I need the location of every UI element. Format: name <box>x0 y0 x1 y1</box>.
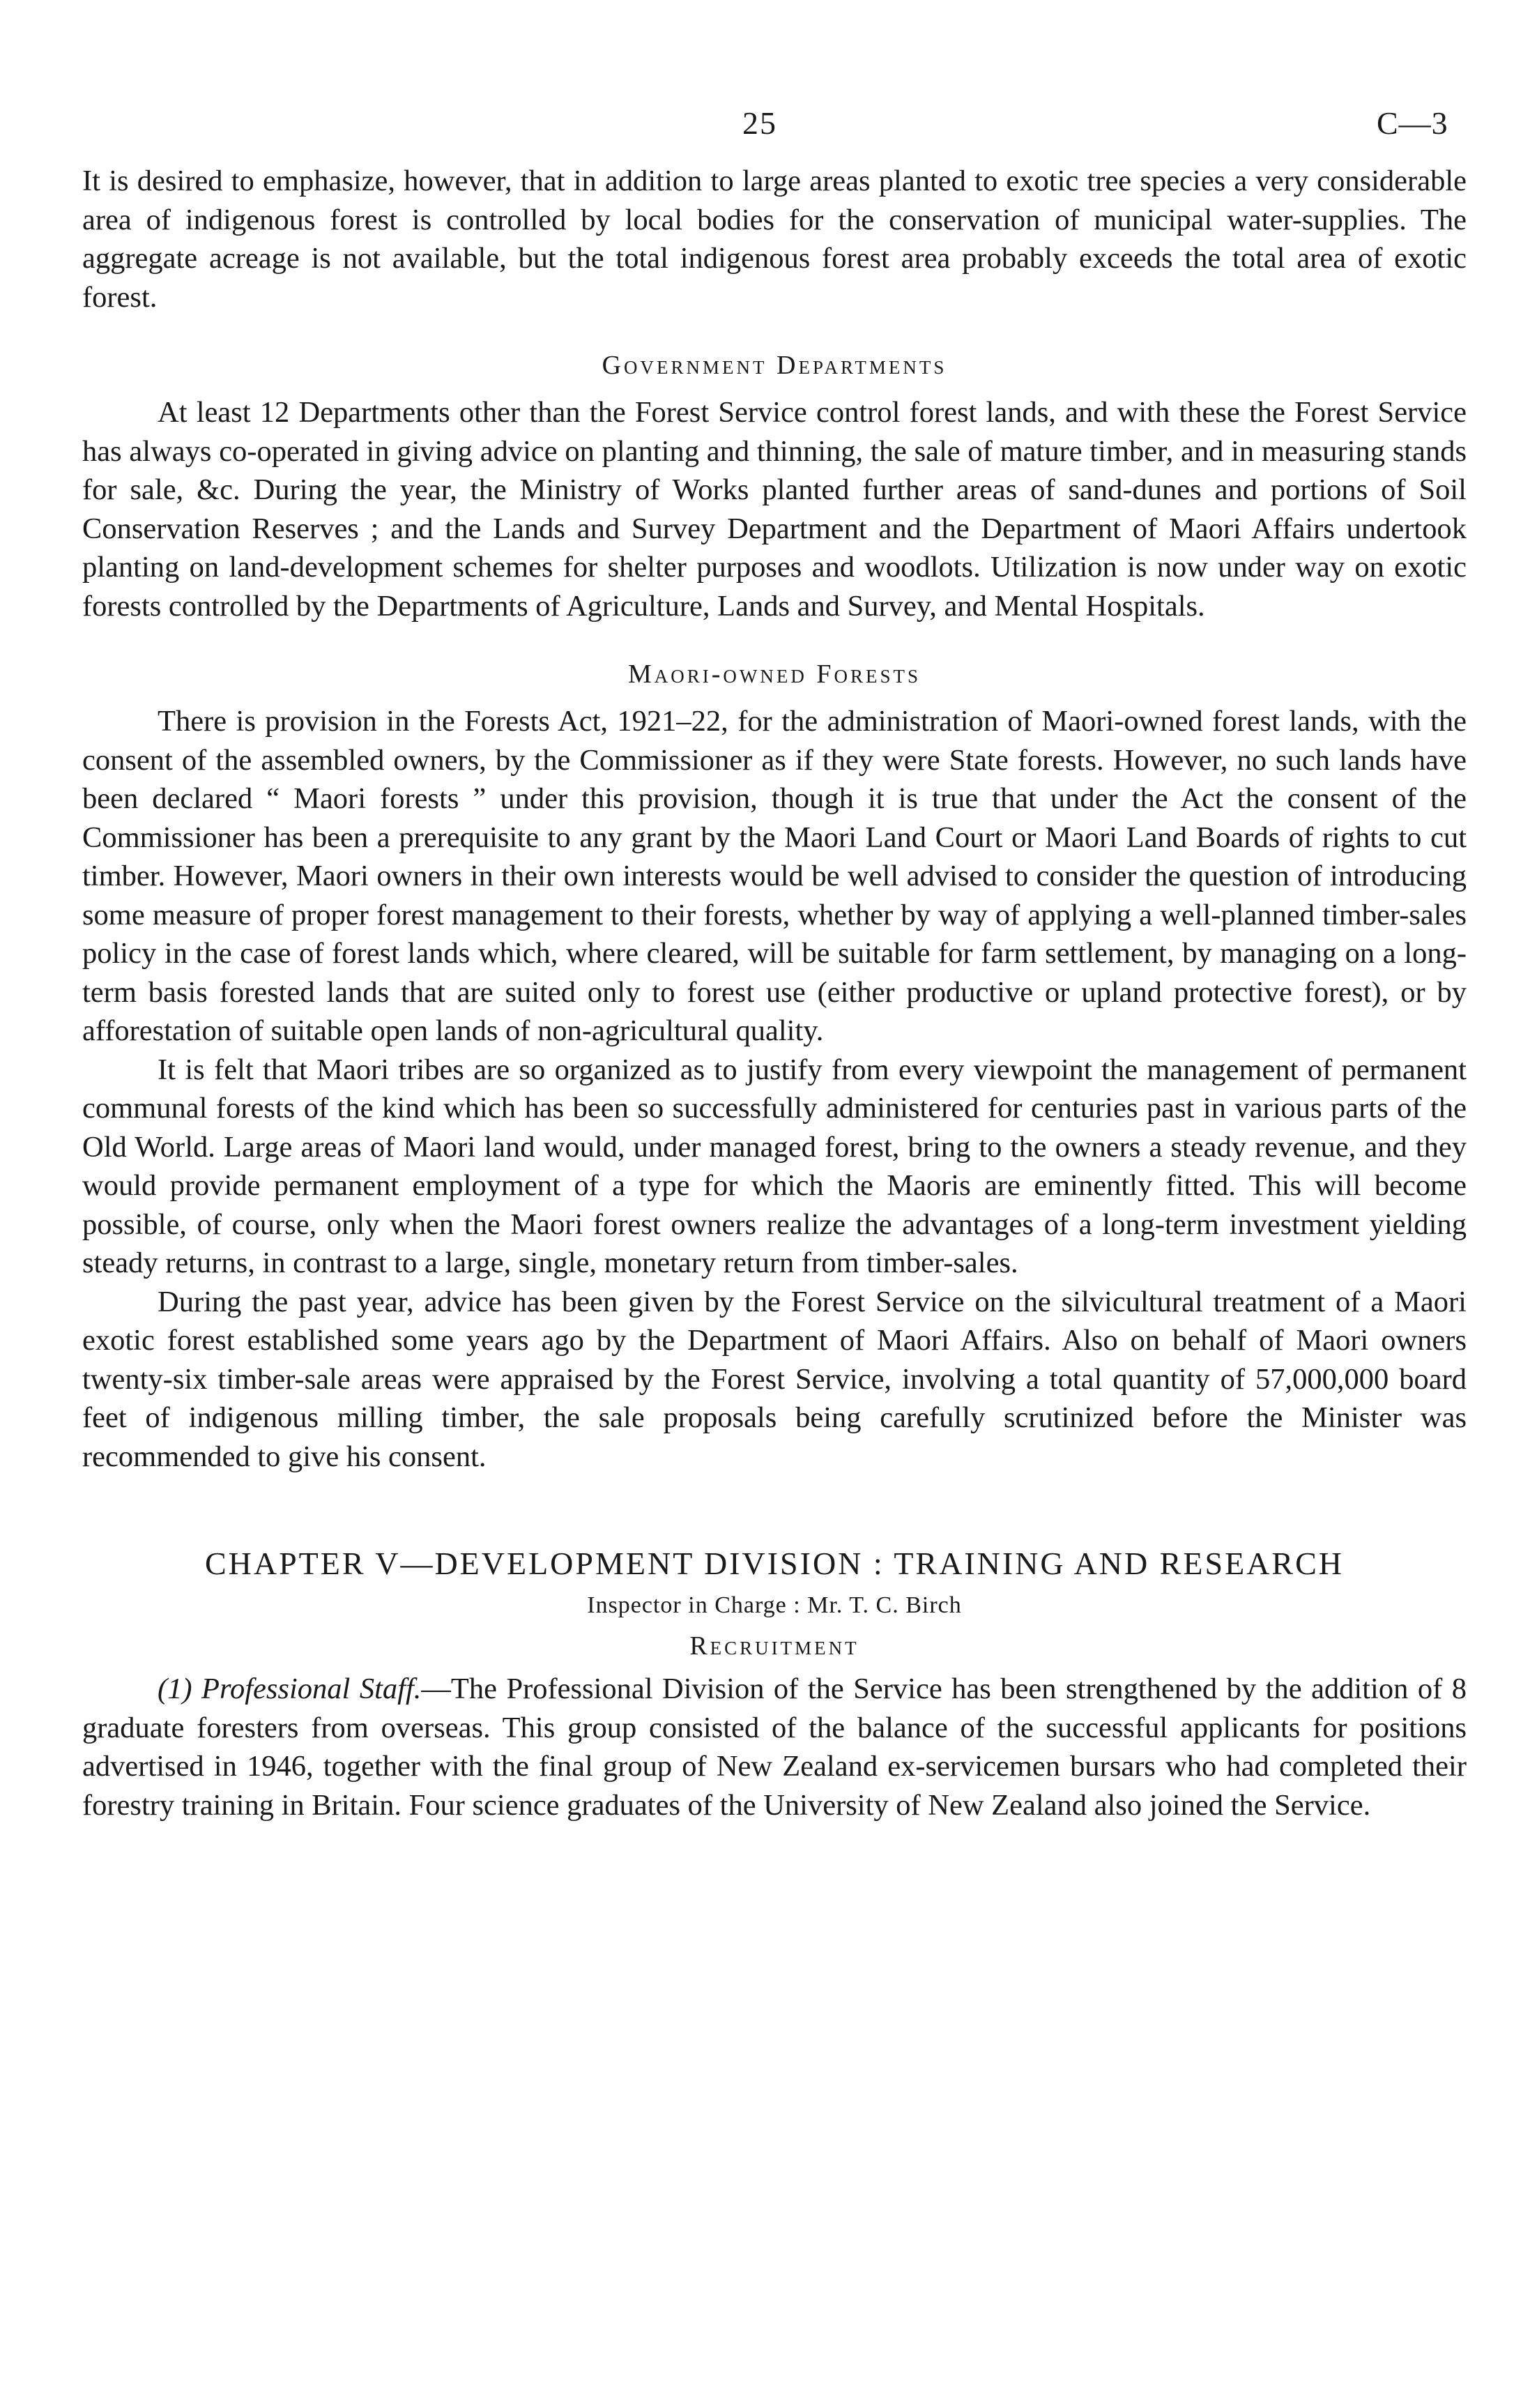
professional-staff-paragraph <box>82 1670 1467 1824</box>
document-code: C—3 <box>1377 105 1448 141</box>
running-head <box>0 105 1530 146</box>
government-departments-paragraph: At least 12 Departments other than the Forest Service control forest lands, and with these the Forest Service has always co-operated in giving advice on planting and thinning, the sale of mature timber, and in measuring stands for sale, &c. During the year, the Ministry of Works planted further areas of sand-dunes and portions of Soil Conservation Reserves ; and the Lands and Survey Department and the Department of Maori Affairs undertook planting on land-development schemes for shelter purposes and woodlots. Utilization is now under way on exotic forests controlled by the Departments of Agriculture, Lands and Survey, and Mental Hospitals. <box>82 396 1467 623</box>
professional-staff-run-in: (1) Professional Staff. <box>158 1672 422 1705</box>
body-text <box>82 162 1467 1824</box>
chapter-heading: CHAPTER V—DEVELOPMENT DIVISION : TRAINING AND RESEARCH <box>204 1546 1345 1581</box>
maori-forests-paragraph-2: It is felt that Maori tribes are so organized as to justify from every viewpoint the management of permanent communal forests of the kind which has been so successfully administered for centuries past in various parts of the Old World. Large areas of Maori land would, under managed forest, bring to the owners a steady revenue, and they would provide permanent employment of a type for which the Maoris are eminently fitted. This will become possible, of course, only when the Maori forest owners realize the advantages of a long-term investment yielding steady returns, in contrast to a large, single, monetary return from timber-sales. <box>82 1053 1467 1279</box>
intro-paragraph: It is desired to emphasize, however, that in addition to large areas planted to exotic tree species a very considerable area of indigenous forest is controlled by local bodies for the conservation of municipal water-supplies. The aggregate acreage is not available, but the total indigenous forest area probably exceeds the total area of exotic forest. <box>82 165 1467 314</box>
inspector-in-charge: Inspector in Charge : Mr. T. C. Birch <box>587 1592 962 1618</box>
maori-forests-paragraph-1: There is provision in the Forests Act, 1921–22, for the administration of Maori-owned forest lands, with the consent of the assembled owners, by the Commissioner as if they were State forests. However, no such lands have been declared “ Maori forests ” under this provision, though it is true that under the Act the consent of the Commissioner has been a prerequisite to any grant by the Maori Land Court or Maori Land Boards of rights to cut timber. However, Maori owners in their own interests would be well advised to consider the question of introducing some measure of proper forest management to their forests, whether by way of applying a well-planned timber-sales policy in the case of forest lands which, where cleared, will be suitable for farm settlement, by managing on a long-term basis forested lands that are suited only to forest use (either productive or upland protective forest), or by afforestation of suitable open lands of non-agricultural quality. <box>82 705 1467 1047</box>
government-departments-heading: Government Departments <box>602 351 947 380</box>
professional-staff-text: —The Professional Division of the Service has been strengthened by the addition of 8 graduate foresters from overseas. This group consisted of the balance of the successful applicants for positions advertised in 1946, together with the final group of New Zealand ex-servicemen bursars who had completed their forestry training in Britain. Four science graduates of the University of New Zealand also joined the Service. <box>82 1672 1467 1822</box>
maori-forests-paragraph-3: During the past year, advice has been given by the Forest Service on the silvicultural treatment of a Maori exotic forest established some years ago by the Department of Maori Affairs. Also on behalf of Maori owners twenty-six timber-sale areas were appraised by the Forest Service, involving a total quantity of 57,000,000 board feet of indigenous milling timber, the sale proposals being carefully scrutinized before the Minister was recommended to give his consent. <box>82 1285 1467 1473</box>
maori-owned-forests-heading: Maori-owned Forests <box>627 660 921 689</box>
page-number: 25 <box>742 105 777 141</box>
recruitment-heading: Recruitment <box>689 1631 859 1661</box>
